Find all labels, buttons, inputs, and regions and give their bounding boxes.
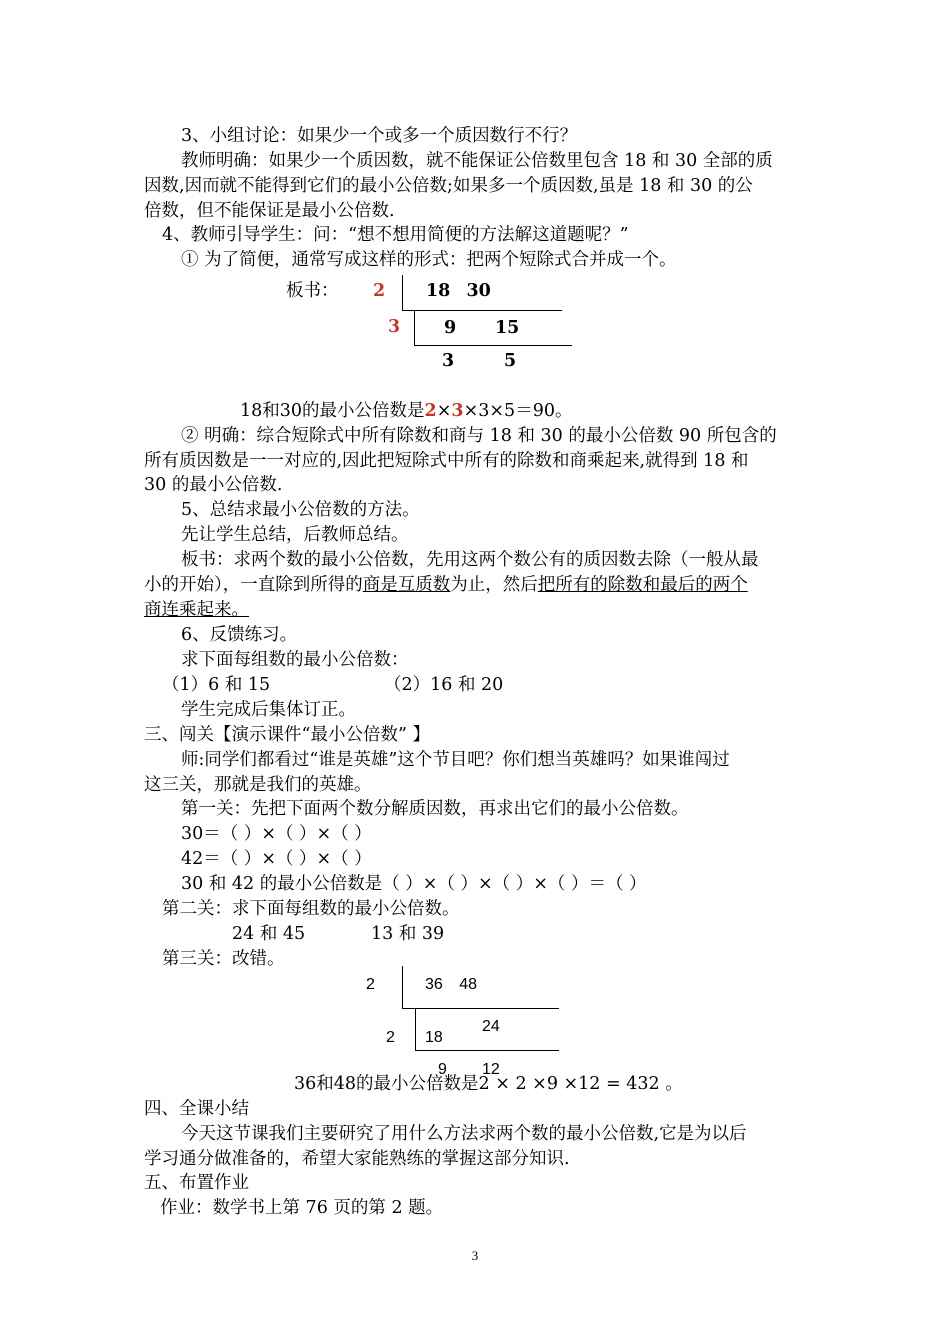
exercise-item: 13 和 39 xyxy=(371,924,445,944)
text-line: 30＝（ ）×（ ）×（ ） xyxy=(181,824,372,844)
quotient: 12 xyxy=(482,1061,500,1078)
text-line: 30 和 42 的最小公倍数是（ ）×（ ）×（ ）×（ ）＝（ ） xyxy=(181,874,647,894)
dividend-row: 18 30 xyxy=(426,281,491,301)
text-line: 求下面每组数的最小公倍数： xyxy=(181,650,409,670)
text-line: 6、反馈练习。 xyxy=(181,625,298,645)
text-line xyxy=(144,573,748,597)
text-line: 教师明确：如果少一个质因数，就不能保证公倍数里包含 18 和 30 全部的质 xyxy=(181,151,773,171)
lcm-text: ×3×5＝90。 xyxy=(463,401,573,421)
quotient: 15 xyxy=(495,318,520,338)
division-line xyxy=(402,310,562,311)
division-line xyxy=(415,1050,559,1051)
division-bracket xyxy=(402,275,403,311)
text-line: 第二关：求下面每组数的最小公倍数。 xyxy=(162,899,460,919)
exercise-item: （2）16 和 20 xyxy=(384,675,504,695)
lcm-factor: 3 xyxy=(451,401,464,421)
text-line: 师:同学们都看过“谁是英雄”这个节目吧？你们想当英雄吗？如果谁闯过 xyxy=(181,750,730,770)
text-line: 学生完成后集体订正。 xyxy=(181,700,356,720)
wrong-answer-line: 36和48的最小公倍数是2 × 2 ×9 ×12 = 432 。 xyxy=(294,1074,683,1094)
section-heading: 三、闯关【演示课件“最小公倍数” 】 xyxy=(144,725,430,745)
board-label: 板书： xyxy=(286,281,339,301)
underlined-text: 把所有的除数和最后的两个 xyxy=(537,575,748,595)
divisor: 2 xyxy=(373,281,386,301)
underlined-text: 商连乘起来。 xyxy=(144,600,249,620)
text-line: 板书：求两个数的最小公倍数，先用这两个数公有的质因数去除（一般从最 xyxy=(181,550,759,570)
text-line: 这三关，那就是我们的英雄。 xyxy=(144,775,372,795)
text-span: 小的开始），一直除到所得的 xyxy=(144,575,363,595)
exercise-item: 24 和 45 xyxy=(232,924,306,944)
text-line: ① 为了简便，通常写成这样的形式：把两个短除式合并成一个。 xyxy=(181,250,677,270)
divisor: 2 xyxy=(386,1029,395,1046)
dividend-row: 36 48 xyxy=(425,976,478,993)
division-bracket xyxy=(415,1009,416,1051)
division-line xyxy=(414,345,572,346)
text-line: 4、教师引导学生：问：“想不想用简便的方法解这道题呢？” xyxy=(162,225,629,245)
exercise-item: （1）6 和 15 xyxy=(162,675,271,695)
quotient: 24 xyxy=(482,1018,500,1035)
text-line: 先让学生总结，后教师总结。 xyxy=(181,525,409,545)
text-line: 5、总结求最小公倍数的方法。 xyxy=(181,500,420,520)
text-line: 倍数，但不能保证是最小公倍数. xyxy=(144,201,395,221)
lcm-times: × xyxy=(436,401,452,421)
division-bracket xyxy=(414,311,415,346)
text-line: 第一关：先把下面两个数分解质因数，再求出它们的最小公倍数。 xyxy=(181,799,689,819)
text-line: ② 明确：综合短除式中所有除数和商与 18 和 30 的最小公倍数 90 所包含的 xyxy=(181,426,777,446)
underlined-text: 商是互质数 xyxy=(362,575,451,595)
division-line xyxy=(402,1008,559,1009)
text-line: 所有质因数是一一对应的,因此把短除式中所有的除数和商乘起来,就得到 18 和 xyxy=(144,451,749,471)
page-number: 3 xyxy=(471,1248,479,1263)
text-line: 30 的最小公倍数. xyxy=(144,475,283,495)
quotient: 18 xyxy=(425,1029,443,1046)
divisor: 2 xyxy=(366,976,375,993)
text-line: 42＝（ ）×（ ）×（ ） xyxy=(181,849,372,869)
text-line: 作业：数学书上第 76 页的第 2 题。 xyxy=(160,1198,444,1218)
text-span: 为止，然后 xyxy=(450,575,538,595)
quotient: 9 xyxy=(444,318,457,338)
section-heading: 五、布置作业 xyxy=(144,1173,249,1193)
text-line: 3、小组讨论：如果少一个或多一个质因数行不行？ xyxy=(181,126,578,146)
quotient: 5 xyxy=(504,351,517,371)
text-line: 今天这节课我们主要研究了用什么方法求两个数的最小公倍数,它是为以后 xyxy=(181,1124,747,1144)
text-line: 因数,因而就不能得到它们的最小公倍数;如果多一个质因数,虽是 18 和 30 的公 xyxy=(144,176,753,196)
section-heading: 四、全课小结 xyxy=(144,1099,249,1119)
quotient: 3 xyxy=(442,351,455,371)
text-line: 学习通分做准备的，希望大家能熟练的掌握这部分知识. xyxy=(144,1149,570,1169)
lcm-factor: 2 xyxy=(424,401,437,421)
division-bracket xyxy=(402,966,403,1009)
lcm-result-line xyxy=(240,399,572,423)
divisor: 3 xyxy=(388,317,401,337)
lcm-text: 18和30的最小公倍数是 xyxy=(240,401,425,421)
text-line: 第三关：改错。 xyxy=(162,949,285,969)
quotient: 9 xyxy=(438,1061,447,1078)
